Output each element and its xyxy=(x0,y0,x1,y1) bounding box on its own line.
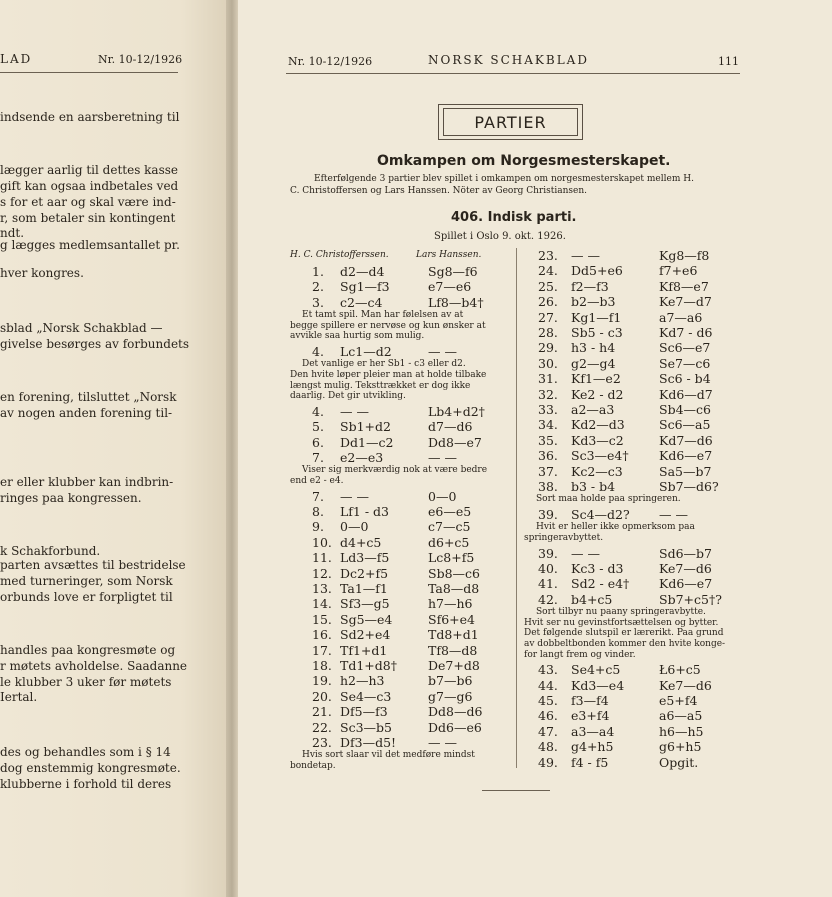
move-number: 22. xyxy=(312,719,332,735)
move-annotation: Sort tilbyr nu paany springeravbytte. xyxy=(536,607,706,618)
move-annotation: længst mulig. Teksttrækket er dog ikke xyxy=(290,380,471,391)
intro-line-2: C. Christoffersen og Lars Hanssen. Nöter av Georg Christiansen. xyxy=(290,186,587,196)
move-number: 2. xyxy=(312,279,324,295)
black-move: Kd6—d7 xyxy=(659,386,713,402)
move-annotation: Sort maa holde paa springeren. xyxy=(536,494,681,505)
move-number: 30. xyxy=(538,355,558,371)
article-heading: Omkampen om Norgesmesterskapet. xyxy=(377,153,671,169)
move-number: 18. xyxy=(312,658,332,673)
black-move: Sa5—b7 xyxy=(659,463,712,479)
white-move: Sc3—b5 xyxy=(340,719,392,735)
white-move: — — xyxy=(571,545,600,561)
move-annotation: Den hvite løper pleier man at holde tilbake xyxy=(290,370,487,380)
left-text-line: av nogen anden forening til- xyxy=(0,406,173,420)
move-number: 33. xyxy=(538,402,558,417)
black-move: f7+e6 xyxy=(659,263,698,279)
black-move: Sc6 - b4 xyxy=(659,371,711,387)
black-move: b7—b6 xyxy=(428,673,473,689)
move-number: 40. xyxy=(538,561,558,576)
move-number: 46. xyxy=(538,708,558,724)
move-number: 21. xyxy=(312,704,332,720)
black-move: c7—c5 xyxy=(428,519,471,535)
left-text-line: ndt. xyxy=(0,226,25,240)
white-move: Sd2+e4 xyxy=(340,627,391,643)
left-text-line: dog enstemmig kongresmøte. xyxy=(0,761,181,775)
white-move: e3+f4 xyxy=(571,708,610,724)
white-move: Se4+c5 xyxy=(571,662,621,678)
move-number: 45. xyxy=(538,693,558,708)
white-move: f4 - f5 xyxy=(571,754,609,770)
white-move: Dd5+e6 xyxy=(571,263,623,279)
left-text-line: r møtets avholdelse. Saadanne xyxy=(0,659,188,673)
move-number: 13. xyxy=(312,581,332,596)
white-move: g2—g4 xyxy=(571,355,616,371)
end-rule xyxy=(482,790,550,791)
move-number: 4. xyxy=(312,403,324,419)
black-move: Sg8—f6 xyxy=(428,264,478,279)
white-move: d2—d4 xyxy=(340,264,385,279)
white-move: Ke2 - d2 xyxy=(571,386,624,402)
white-move: Dd1—c2 xyxy=(340,434,394,450)
move-number: 15. xyxy=(312,611,332,627)
black-move: Lc8+f5 xyxy=(428,550,475,566)
white-move: — — xyxy=(571,248,600,263)
move-number: 5. xyxy=(312,419,324,435)
white-move: a3—a4 xyxy=(571,723,615,739)
white-move: Ta1—f1 xyxy=(340,581,388,596)
move-number: 49. xyxy=(538,754,558,770)
white-move: Tf1+d1 xyxy=(340,642,388,658)
black-move: Ke7—d6 xyxy=(659,561,712,576)
black-move: a6—a5 xyxy=(659,708,703,724)
move-number: 39. xyxy=(538,507,558,522)
left-page xyxy=(0,0,226,897)
move-number: 9. xyxy=(312,519,324,535)
white-move: 0—0 xyxy=(340,519,369,535)
white-move: c2—c4 xyxy=(340,294,383,310)
black-move: Tf8—d8 xyxy=(428,642,478,658)
white-move: Df3—d5! xyxy=(340,735,397,750)
black-move: Ta8—d8 xyxy=(428,581,480,596)
move-number: 41. xyxy=(538,576,558,592)
move-number: 28. xyxy=(538,325,558,340)
move-number: 34. xyxy=(538,417,558,433)
black-move: Dd8—d6 xyxy=(428,704,483,720)
left-text-line: le klubber 3 uker før møtets xyxy=(0,675,172,689)
move-number: 4. xyxy=(312,344,324,359)
black-move: Lf8—b4† xyxy=(428,294,484,310)
black-move: Ke7—d6 xyxy=(659,677,712,693)
white-move: b2—b3 xyxy=(571,294,616,310)
white-move: Kd3—c2 xyxy=(571,432,624,448)
white-move: Kd3—e4 xyxy=(571,677,625,693)
left-text-line: indsende en aarsberetning til xyxy=(0,110,180,124)
black-move: Dd6—e6 xyxy=(428,719,482,735)
move-number: 47. xyxy=(538,723,558,739)
left-text-line: en forening, tilsluttet „Norsk xyxy=(0,390,177,404)
black-move: Kd6—e7 xyxy=(659,576,713,592)
black-move: Sb7—d6? xyxy=(659,479,719,494)
white-move: — — xyxy=(340,488,369,504)
move-number: 12. xyxy=(312,565,332,581)
move-number: 44. xyxy=(538,677,558,693)
black-move: Se7—c6 xyxy=(659,355,711,371)
move-annotation: Hvit ser nu gevinstfortsættelsen og bytter. xyxy=(524,617,719,628)
left-text-line: r, som betaler sin kontingent xyxy=(0,211,176,225)
left-text-line: med turneringer, som Norsk xyxy=(0,574,173,588)
move-number: 39. xyxy=(538,545,558,561)
left-text-line: klubberne i forhold til deres xyxy=(0,777,172,791)
black-move: Kd6—e7 xyxy=(659,448,713,464)
move-number: 10. xyxy=(312,534,332,550)
black-move: — — xyxy=(428,735,457,750)
white-move: Df5—f3 xyxy=(340,704,388,720)
left-text-line: g lægges medlemsantallet pr. xyxy=(0,238,180,252)
move-number: 17. xyxy=(312,642,332,658)
move-annotation: begge spillere er nervøse og kun ønsker at xyxy=(290,320,486,331)
white-move: Sg1—f3 xyxy=(340,279,390,295)
move-annotation: Hvis sort slaar vil det medføre mindst xyxy=(302,750,475,761)
white-move: Kd2—d3 xyxy=(571,417,625,433)
right-issue-number: Nr. 10-12/1926 xyxy=(288,55,373,68)
move-annotation: end e2 - e4. xyxy=(290,476,344,486)
black-move: 0—0 xyxy=(428,488,457,504)
white-move: e2—e3 xyxy=(340,450,384,465)
white-move: Lf1 - d3 xyxy=(340,504,390,519)
black-move: e7—e6 xyxy=(428,279,472,295)
move-number: 7. xyxy=(312,488,324,504)
move-number: 25. xyxy=(538,278,558,294)
black-move: Kd7 - d6 xyxy=(659,325,713,340)
left-issue-number: Nr. 10-12/1926 xyxy=(98,53,183,66)
white-move: Sc4—d2? xyxy=(571,507,630,522)
white-move: f3—f4 xyxy=(571,693,609,708)
black-move: Opgit. xyxy=(659,754,699,770)
left-text-line: givelse besørges av forbundets xyxy=(0,337,190,351)
black-move: e6—e5 xyxy=(428,504,472,519)
black-move: a7—a6 xyxy=(659,309,703,325)
game-title: 406. Indisk parti. xyxy=(451,210,577,225)
white-move: Sf3—g5 xyxy=(340,596,390,612)
black-player: Lars Hanssen. xyxy=(416,250,482,260)
white-move: Kc2—c3 xyxy=(571,463,623,479)
white-move: Sb1+d2 xyxy=(340,419,391,435)
move-number: 20. xyxy=(312,688,332,704)
move-number: 42. xyxy=(538,591,558,607)
white-move: Td1+d8† xyxy=(340,658,397,673)
move-number: 32. xyxy=(538,386,558,402)
left-text-line: parten avsættes til bestridelse xyxy=(0,558,186,572)
move-number: 29. xyxy=(538,340,558,356)
move-number: 26. xyxy=(538,294,558,310)
move-number: 43. xyxy=(538,662,558,678)
black-move: Kd7—d6 xyxy=(659,432,713,448)
move-number: 23. xyxy=(538,248,558,263)
move-number: 3. xyxy=(312,294,324,310)
section-title: PARTIER xyxy=(443,108,578,136)
game-info: Spillet i Oslo 9. okt. 1926. xyxy=(434,231,566,242)
black-move: Sf6+e4 xyxy=(428,611,475,627)
black-move: Td8+d1 xyxy=(428,627,479,643)
left-text-line: handles paa kongresmøte og xyxy=(0,643,176,657)
move-annotation: springeravbyttet. xyxy=(524,533,604,543)
move-annotation: Et tamt spil. Man har følelsen av at xyxy=(302,310,464,321)
left-text-line: gift kan ogsaa indbetales ved xyxy=(0,179,179,193)
black-move: Lb4+d2† xyxy=(428,403,485,419)
black-move: De7+d8 xyxy=(428,658,480,673)
white-move: Sc3—e4† xyxy=(571,448,629,464)
move-number: 14. xyxy=(312,596,332,612)
white-move: a2—a3 xyxy=(571,402,615,417)
move-annotation: bondetap. xyxy=(290,761,336,771)
move-number: 11. xyxy=(312,550,332,566)
white-move: Kc3 - d3 xyxy=(571,561,624,576)
white-move: Kg1—f1 xyxy=(571,309,622,325)
move-number: 38. xyxy=(538,479,558,494)
move-number: 36. xyxy=(538,448,558,464)
black-move: Kg8—f8 xyxy=(659,248,710,263)
white-move: Sb5 - c3 xyxy=(571,325,623,340)
move-annotation: Hvit er heller ikke opmerksom paa xyxy=(536,522,695,533)
black-move: Sc6—e7 xyxy=(659,340,711,356)
left-text-line: sblad „Norsk Schakblad — xyxy=(0,321,163,335)
white-move: Kf1—e2 xyxy=(571,371,621,387)
white-move: Dc2+f5 xyxy=(340,565,389,581)
white-move: g4+h5 xyxy=(571,739,614,755)
black-move: h6—h5 xyxy=(659,723,704,739)
black-move: Kf8—e7 xyxy=(659,278,709,294)
black-move: Sb8—c6 xyxy=(428,565,480,581)
black-move: Sb4—c6 xyxy=(659,402,711,417)
column-divider xyxy=(516,248,517,768)
white-move: Lc1—d2 xyxy=(340,344,392,359)
move-number: 37. xyxy=(538,463,558,479)
black-move: g6+h5 xyxy=(659,739,702,755)
left-text-line: orbunds love er forpligtet til xyxy=(0,590,173,604)
left-header-fragment: LAD xyxy=(0,52,33,66)
move-annotation: for langt frem og vinder. xyxy=(524,649,636,660)
move-number: 1. xyxy=(312,264,324,279)
move-annotation: Viser sig merkværdig nok at være bedre xyxy=(302,465,488,476)
move-annotation: av dobbeltbonden kommer den hvite konge- xyxy=(524,639,726,649)
white-move: d4+c5 xyxy=(340,534,382,550)
move-annotation: Det følgende slutspil er lærerikt. Paa grund xyxy=(524,628,724,639)
black-move: — — xyxy=(428,450,457,465)
move-number: 16. xyxy=(312,627,332,643)
move-number: 7. xyxy=(312,450,324,465)
left-text-line: hver kongres. xyxy=(0,266,84,280)
move-number: 8. xyxy=(312,504,324,519)
move-number: 24. xyxy=(538,263,558,279)
move-annotation: daarlig. Det gir utvikling. xyxy=(290,391,406,402)
journal-title: NORSK SCHAKBLAD xyxy=(428,53,589,67)
black-move: Sb7+c5†? xyxy=(659,591,722,607)
white-move: h2—h3 xyxy=(340,673,385,689)
white-move: Se4—c3 xyxy=(340,688,392,704)
black-move: d7—d6 xyxy=(428,419,473,435)
white-move: f2—f3 xyxy=(571,278,609,294)
white-move: b3 - b4 xyxy=(571,479,616,494)
white-move: Sd2 - e4† xyxy=(571,576,630,592)
left-text-line: Iertal. xyxy=(0,690,38,704)
left-text-line: s for et aar og skal være ind- xyxy=(0,195,176,209)
black-move: d6+c5 xyxy=(428,534,470,550)
move-annotation: avvikle saa hurtig som mulig. xyxy=(290,331,425,342)
right-header-rule xyxy=(286,73,740,74)
black-move: e5+f4 xyxy=(659,693,698,708)
section-box xyxy=(438,104,583,140)
white-move: Sg5—e4 xyxy=(340,611,393,627)
move-number: 6. xyxy=(312,434,324,450)
move-number: 19. xyxy=(312,673,332,689)
move-annotation: Det vanlige er her Sb1 - c3 eller d2. xyxy=(302,359,466,370)
move-number: 23. xyxy=(312,735,332,750)
page-number: 111 xyxy=(718,55,739,68)
black-move: Dd8—e7 xyxy=(428,434,482,450)
move-number: 35. xyxy=(538,432,558,448)
black-move: Sc6—a5 xyxy=(659,417,711,433)
black-move: Ke7—d7 xyxy=(659,294,712,310)
left-text-line: ringes paa kongressen. xyxy=(0,491,142,505)
right-page xyxy=(238,0,832,897)
white-move: b4+c5 xyxy=(571,591,613,607)
move-number: 31. xyxy=(538,371,558,387)
move-number: 27. xyxy=(538,309,558,325)
black-move: — — xyxy=(428,344,457,359)
black-move: Sd6—b7 xyxy=(659,545,712,561)
left-text-line: er eller klubber kan indbrin- xyxy=(0,475,174,489)
black-move: — — xyxy=(659,507,688,522)
white-move: h3 - h4 xyxy=(571,340,616,356)
black-move: Ł6+c5 xyxy=(659,662,701,678)
white-move: Ld3—f5 xyxy=(340,550,390,566)
book-gutter xyxy=(226,0,238,897)
left-text-line: k Schakforbund. xyxy=(0,544,101,558)
black-move: g7—g6 xyxy=(428,688,473,704)
white-move: — — xyxy=(340,403,369,419)
black-move: h7—h6 xyxy=(428,596,473,612)
move-number: 48. xyxy=(538,739,558,755)
intro-line-1: Efterfølgende 3 partier blev spillet i omkampen om norgesmesterskapet mellem H. xyxy=(314,174,694,184)
left-header-rule xyxy=(0,72,178,73)
left-text-line: des og behandles som i § 14 xyxy=(0,745,171,759)
white-player: H. C. Christofferssen. xyxy=(290,250,389,260)
left-text-line: lægger aarlig til dettes kasse xyxy=(0,163,179,177)
